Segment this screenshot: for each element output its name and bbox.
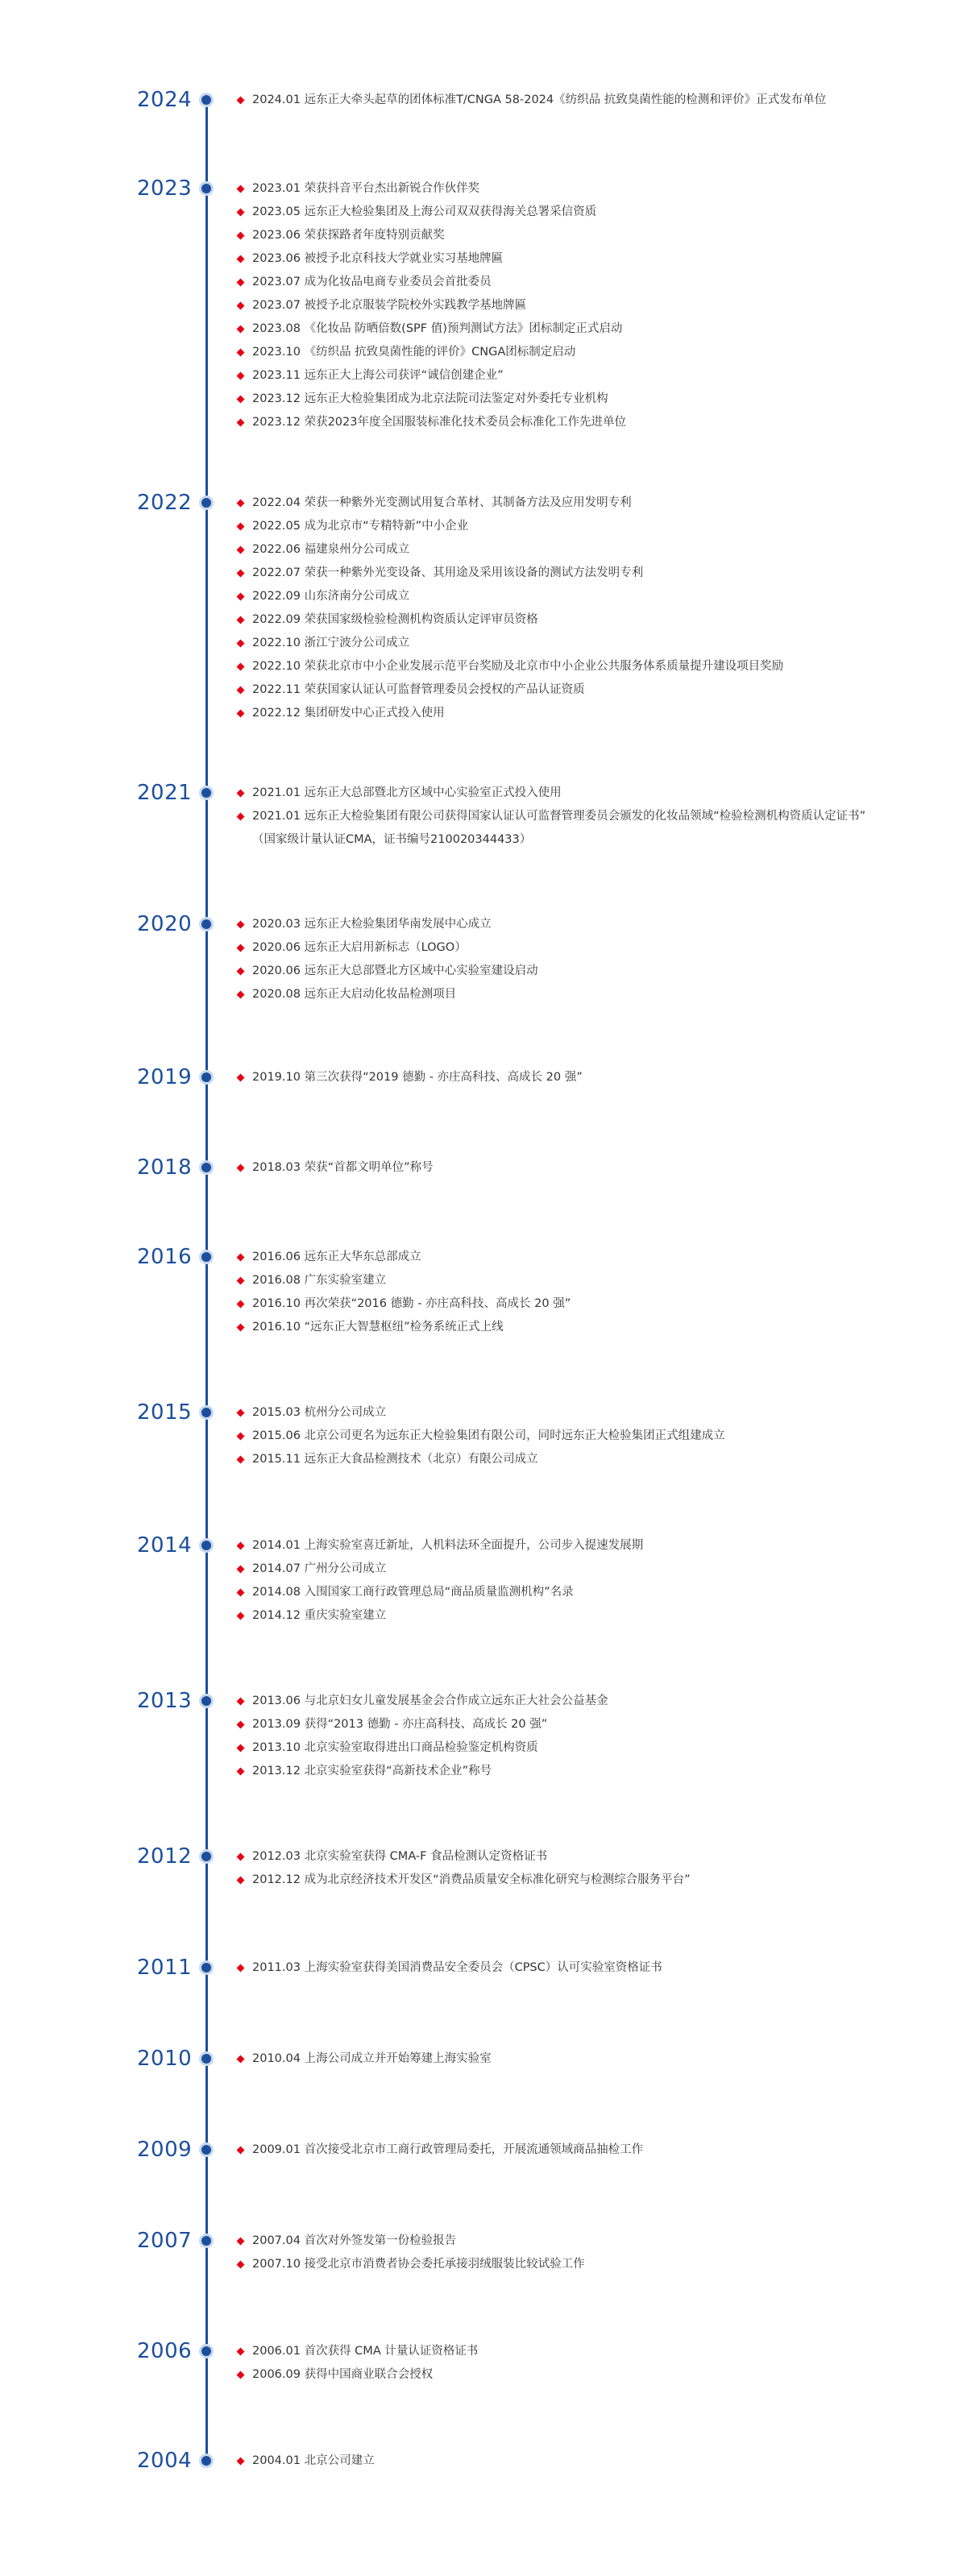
diamond-bullet-icon [237, 209, 245, 217]
event-list [238, 2047, 874, 2071]
event-text: 2022.09 荣获国家级检验检测机构资质认定评审员资格 [252, 613, 538, 626]
diamond-bullet-icon [237, 232, 245, 240]
diamond-bullet-icon [237, 1698, 245, 1706]
year-label: 2024 [137, 88, 193, 112]
event-text: 2023.12 荣获2023年度全国服装标准化技术委员会标准化工作先进单位 [252, 416, 626, 429]
year-label: 2010 [137, 2047, 193, 2071]
event-item [238, 983, 874, 1006]
diamond-bullet-icon [237, 1277, 245, 1285]
event-item [238, 2253, 874, 2276]
event-item [238, 913, 874, 936]
diamond-bullet-icon [237, 1164, 245, 1172]
diamond-bullet-icon [237, 570, 245, 578]
diamond-bullet-icon [237, 1433, 245, 1441]
timeline-dot [199, 1849, 214, 1864]
event-item [238, 702, 874, 725]
event-item [238, 1246, 874, 1269]
event-text: 2023.12 远东正大检验集团成为北京法院司法鉴定对外委托专业机构 [252, 392, 608, 405]
event-item [238, 492, 874, 515]
event-text: 2019.10 第三次获得“2019 德勤 - 亦庄高科技、高成长 20 强” [252, 1071, 583, 1084]
diamond-bullet-icon [237, 968, 245, 976]
event-text: 2023.07 成为化妆品电商专业委员会首批委员 [252, 276, 492, 288]
event-item [238, 271, 874, 294]
event-list [238, 1956, 874, 1980]
event-text: 2010.04 上海公司成立并开始筹建上海实验室 [252, 2052, 492, 2065]
event-text: 2009.01 首次接受北京市工商行政管理局委托，开展流通领域商品抽检工作 [252, 2143, 644, 2156]
timeline-dot [199, 1960, 214, 1975]
diamond-bullet-icon [237, 944, 245, 952]
timeline-dot [199, 2454, 214, 2468]
event-list [238, 89, 874, 112]
diamond-bullet-icon [237, 1566, 245, 1574]
timeline-dot [199, 1160, 214, 1175]
event-item [238, 1534, 874, 1558]
event-item [238, 411, 874, 434]
diamond-bullet-icon [237, 1589, 245, 1597]
event-list [238, 492, 874, 725]
event-item [238, 1956, 874, 1980]
diamond-bullet-icon [237, 2348, 245, 2356]
timeline-dot [199, 1405, 214, 1420]
diamond-bullet-icon [237, 523, 245, 531]
timeline-dot [199, 496, 214, 510]
event-list [238, 1066, 874, 1089]
event-text: 2016.06 远东正大华东总部成立 [252, 1251, 421, 1263]
event-item [238, 1425, 874, 1448]
event-text: 2023.10 《纺织品 抗致臭菌性能的评价》CNGA团标制定启动 [252, 346, 576, 359]
timeline-dot [199, 786, 214, 800]
diamond-bullet-icon [237, 1074, 245, 1082]
diamond-bullet-icon [237, 710, 245, 718]
event-text: 2016.10 “远东正大智慧枢纽”检务系统正式上线 [252, 1321, 504, 1334]
event-list [238, 782, 874, 852]
diamond-bullet-icon [237, 546, 245, 554]
event-text: 2014.08 入围国家工商行政管理总局“商品质量监测机构”名录 [252, 1586, 574, 1599]
diamond-bullet-icon [237, 1877, 245, 1885]
year-label: 2011 [137, 1956, 193, 1980]
diamond-bullet-icon [237, 1300, 245, 1309]
timeline-dot [199, 1250, 214, 1264]
event-text: 2020.06 远东正大总部暨北方区域中心实验室建设启动 [252, 964, 538, 977]
event-text: 2007.04 首次对外签发第一份检验报告 [252, 2234, 457, 2247]
event-item [238, 1316, 874, 1339]
event-item [238, 1869, 874, 1892]
event-item [238, 678, 874, 702]
event-text: 2013.12 北京实验室获得“高新技术企业”称号 [252, 1765, 492, 1777]
year-label: 2021 [137, 781, 193, 805]
event-item [238, 2363, 874, 2387]
event-text: 2007.10 接受北京市消费者协会委托承接羽绒服装比较试验工作 [252, 2258, 585, 2271]
event-list [238, 1845, 874, 1892]
event-list [238, 2340, 874, 2387]
event-item [238, 89, 874, 112]
year-label: 2016 [137, 1245, 193, 1269]
event-item [238, 608, 874, 632]
event-item [238, 388, 874, 411]
diamond-bullet-icon [237, 2371, 245, 2379]
event-list [238, 1246, 874, 1339]
event-item [238, 1292, 874, 1316]
event-text: 2006.01 首次获得 CMA 计量认证资格证书 [252, 2345, 479, 2358]
year-label: 2012 [137, 1844, 193, 1869]
year-label: 2007 [137, 2229, 193, 2253]
year-label: 2022 [137, 491, 193, 515]
event-list [238, 177, 874, 434]
diamond-bullet-icon [237, 2238, 245, 2246]
diamond-bullet-icon [237, 790, 245, 798]
event-item [238, 1581, 874, 1604]
event-text: 2022.09 山东济南分公司成立 [252, 590, 410, 603]
event-text: 2013.06 与北京妇女儿童发展基金会合作成立远东正大社会公益基金 [252, 1695, 608, 1707]
event-item [238, 585, 874, 608]
event-text: 2022.10 荣获北京市中小企业发展示范平台奖励及北京市中小企业公共服务体系质量提升建设项目奖励 [252, 660, 784, 673]
event-list [238, 1690, 874, 1783]
year-label: 2020 [137, 912, 193, 936]
diamond-bullet-icon [237, 1964, 245, 1972]
diamond-bullet-icon [237, 663, 245, 671]
year-label: 2019 [137, 1065, 193, 1089]
event-text: 2022.06 福建泉州分公司成立 [252, 543, 410, 556]
diamond-bullet-icon [237, 1456, 245, 1464]
diamond-bullet-icon [237, 1542, 245, 1550]
event-text: 2023.11 远东正大上海公司获评“诚信创建企业” [252, 369, 504, 382]
event-text: 2013.10 北京实验室取得进出口商品检验鉴定机构资质 [252, 1741, 538, 1754]
diamond-bullet-icon [237, 991, 245, 999]
event-item [238, 515, 874, 538]
event-text: 2023.07 被授予北京服装学院校外实践教学基地牌匾 [252, 299, 527, 312]
event-item [238, 2340, 874, 2363]
event-item [238, 1269, 874, 1292]
diamond-bullet-icon [237, 616, 245, 624]
event-item [238, 1736, 874, 1760]
year-label: 2023 [137, 176, 193, 201]
diamond-bullet-icon [237, 2458, 245, 2466]
event-text: 2013.09 获得“2013 德勤 - 亦庄高科技、高成长 20 强” [252, 1718, 548, 1731]
diamond-bullet-icon [237, 419, 245, 427]
event-list [238, 1534, 874, 1628]
diamond-bullet-icon [237, 1768, 245, 1776]
event-text: 2011.03 上海实验室获得美国消费品安全委员会（CPSC）认可实验室资格证书 [252, 1961, 662, 1974]
diamond-bullet-icon [237, 1324, 245, 1332]
event-item [238, 632, 874, 655]
diamond-bullet-icon [237, 326, 245, 334]
event-text: 2016.10 再次荣获“2016 德勤 - 亦庄高科技、高成长 20 强” [252, 1297, 571, 1310]
diamond-bullet-icon [237, 687, 245, 695]
event-item [238, 1690, 874, 1713]
diamond-bullet-icon [237, 921, 245, 929]
event-item [238, 2230, 874, 2253]
diamond-bullet-icon [237, 1409, 245, 1417]
event-text: 2024.01 远东正大牵头起草的团体标准T/CNGA 58-2024《纺织品 抗致臭菌性能的检测和评价》正式发布单位 [252, 93, 827, 106]
diamond-bullet-icon [237, 372, 245, 380]
event-item [238, 317, 874, 341]
timeline-dot [199, 917, 214, 931]
event-item [238, 960, 874, 983]
event-text: 2015.03 杭州分公司成立 [252, 1406, 387, 1419]
event-text: 2014.12 重庆实验室建立 [252, 1609, 387, 1622]
event-text: 2012.12 成为北京经济技术开发区“消费品质量安全标准化研究与检测综合服务平台” [252, 1873, 691, 1886]
event-item [238, 224, 874, 247]
event-item [238, 655, 874, 678]
event-list [238, 2138, 874, 2162]
event-text: 2022.04 荣获一种紫外光变测试用复合革材、其制备方法及应用发明专利 [252, 496, 632, 509]
event-text: 2018.03 荣获“首都文明单位”称号 [252, 1161, 434, 1174]
diamond-bullet-icon [237, 1721, 245, 1729]
event-item [238, 1448, 874, 1471]
diamond-bullet-icon [237, 640, 245, 648]
year-label: 2013 [137, 1689, 193, 1713]
event-item [238, 1066, 874, 1089]
event-item [238, 1401, 874, 1425]
event-item [238, 1845, 874, 1869]
event-text: 2023.01 荣获抖音平台杰出新锐合作伙伴奖 [252, 182, 480, 195]
event-text: 2023.05 远东正大检验集团及上海公司双双获得海关总署采信资质 [252, 205, 597, 218]
diamond-bullet-icon [237, 2261, 245, 2269]
timeline-dot [199, 2051, 214, 2066]
event-text: 2022.07 荣获一种紫外光变设备、其用途及采用该设备的测试方法发明专利 [252, 566, 644, 579]
event-item [238, 805, 874, 852]
event-text: 2020.06 远东正大启用新标志（LOGO） [252, 941, 467, 954]
event-text: 2020.03 远东正大检验集团华南发展中心成立 [252, 918, 492, 931]
event-item [238, 177, 874, 201]
diamond-bullet-icon [237, 1853, 245, 1861]
year-label: 2014 [137, 1533, 193, 1558]
event-list [238, 913, 874, 1006]
event-text: 2016.08 广东实验室建立 [252, 1274, 387, 1287]
year-label: 2015 [137, 1400, 193, 1425]
event-text: 2021.01 远东正大总部暨北方区域中心实验室正式投入使用 [252, 786, 562, 799]
diamond-bullet-icon [237, 255, 245, 263]
event-item [238, 1760, 874, 1783]
year-label: 2004 [137, 2449, 193, 2473]
diamond-bullet-icon [237, 1254, 245, 1262]
event-text: 2023.06 荣获探路者年度特别贡献奖 [252, 229, 445, 242]
event-item [238, 562, 874, 585]
event-text: 2015.06 北京公司更名为远东正大检验集团有限公司，同时远东正大检验集团正式组建成立 [252, 1429, 725, 1442]
event-text: 2022.10 浙江宁波分公司成立 [252, 637, 410, 649]
event-list [238, 1156, 874, 1180]
event-text: 2012.03 北京实验室获得 CMA-F 食品检测认定资格证书 [252, 1850, 548, 1863]
event-text: 2022.12 集团研发中心正式投入使用 [252, 707, 445, 720]
event-text: 2014.01 上海实验室喜迁新址，人机料法环全面提升，公司步入提速发展期 [252, 1539, 644, 1552]
event-text: 2022.05 成为北京市“专精特新”中小企业 [252, 520, 469, 533]
timeline-dot [199, 93, 214, 107]
event-text: 2004.01 北京公司建立 [252, 2454, 375, 2467]
timeline-dot [199, 2143, 214, 2157]
event-item [238, 538, 874, 562]
event-text: 2006.09 获得中国商业联合会授权 [252, 2368, 434, 2381]
timeline-dot [199, 1694, 214, 1708]
event-item [238, 782, 874, 805]
event-list [238, 2230, 874, 2276]
event-text: 2023.08 《化妆品 防晒倍数(SPF 值)预判测试方法》团标制定正式启动 [252, 322, 623, 335]
event-text: 2020.08 远东正大启动化妆品检测项目 [252, 988, 457, 1001]
diamond-bullet-icon [237, 97, 245, 105]
event-item [238, 201, 874, 224]
event-item [238, 294, 874, 317]
year-label: 2006 [137, 2339, 193, 2363]
diamond-bullet-icon [237, 396, 245, 404]
event-text: 2023.06 被授予北京科技大学就业实习基地牌匾 [252, 252, 504, 265]
timeline-dot [199, 1070, 214, 1085]
event-item [238, 2138, 874, 2162]
diamond-bullet-icon [237, 2055, 245, 2064]
event-text: 2022.11 荣获国家认证认可监督管理委员会授权的产品认证资质 [252, 683, 585, 696]
year-label: 2018 [137, 1155, 193, 1180]
diamond-bullet-icon [237, 302, 245, 310]
diamond-bullet-icon [237, 500, 245, 508]
event-text: 2021.01 远东正大检验集团有限公司获得国家认证认可监督管理委员会颁发的化妆品领域“检验检测机构资质认定证书” （国家级计量认证CMA，证书编号210020344433） [252, 810, 866, 846]
event-item [238, 341, 874, 364]
event-item [238, 1713, 874, 1736]
year-label: 2009 [137, 2138, 193, 2162]
timeline-axis-line [205, 97, 208, 2464]
event-item [238, 936, 874, 960]
event-text: 2015.11 远东正大食品检测技术（北京）有限公司成立 [252, 1453, 538, 1466]
diamond-bullet-icon [237, 185, 245, 193]
event-list [238, 2449, 874, 2473]
event-list [238, 1401, 874, 1471]
event-item [238, 247, 874, 271]
timeline-dot [199, 1538, 214, 1553]
timeline-dot [199, 2344, 214, 2358]
event-item [238, 1604, 874, 1628]
diamond-bullet-icon [237, 1744, 245, 1753]
event-text: 2014.07 广州分公司成立 [252, 1562, 387, 1575]
timeline-dot [199, 2234, 214, 2248]
timeline-dot [199, 181, 214, 196]
diamond-bullet-icon [237, 349, 245, 357]
diamond-bullet-icon [237, 813, 245, 821]
diamond-bullet-icon [237, 1612, 245, 1620]
event-item [238, 2047, 874, 2071]
event-item [238, 1558, 874, 1581]
diamond-bullet-icon [237, 593, 245, 601]
event-item [238, 2449, 874, 2473]
event-item [238, 1156, 874, 1180]
diamond-bullet-icon [237, 279, 245, 287]
diamond-bullet-icon [237, 2147, 245, 2155]
event-item [238, 364, 874, 388]
